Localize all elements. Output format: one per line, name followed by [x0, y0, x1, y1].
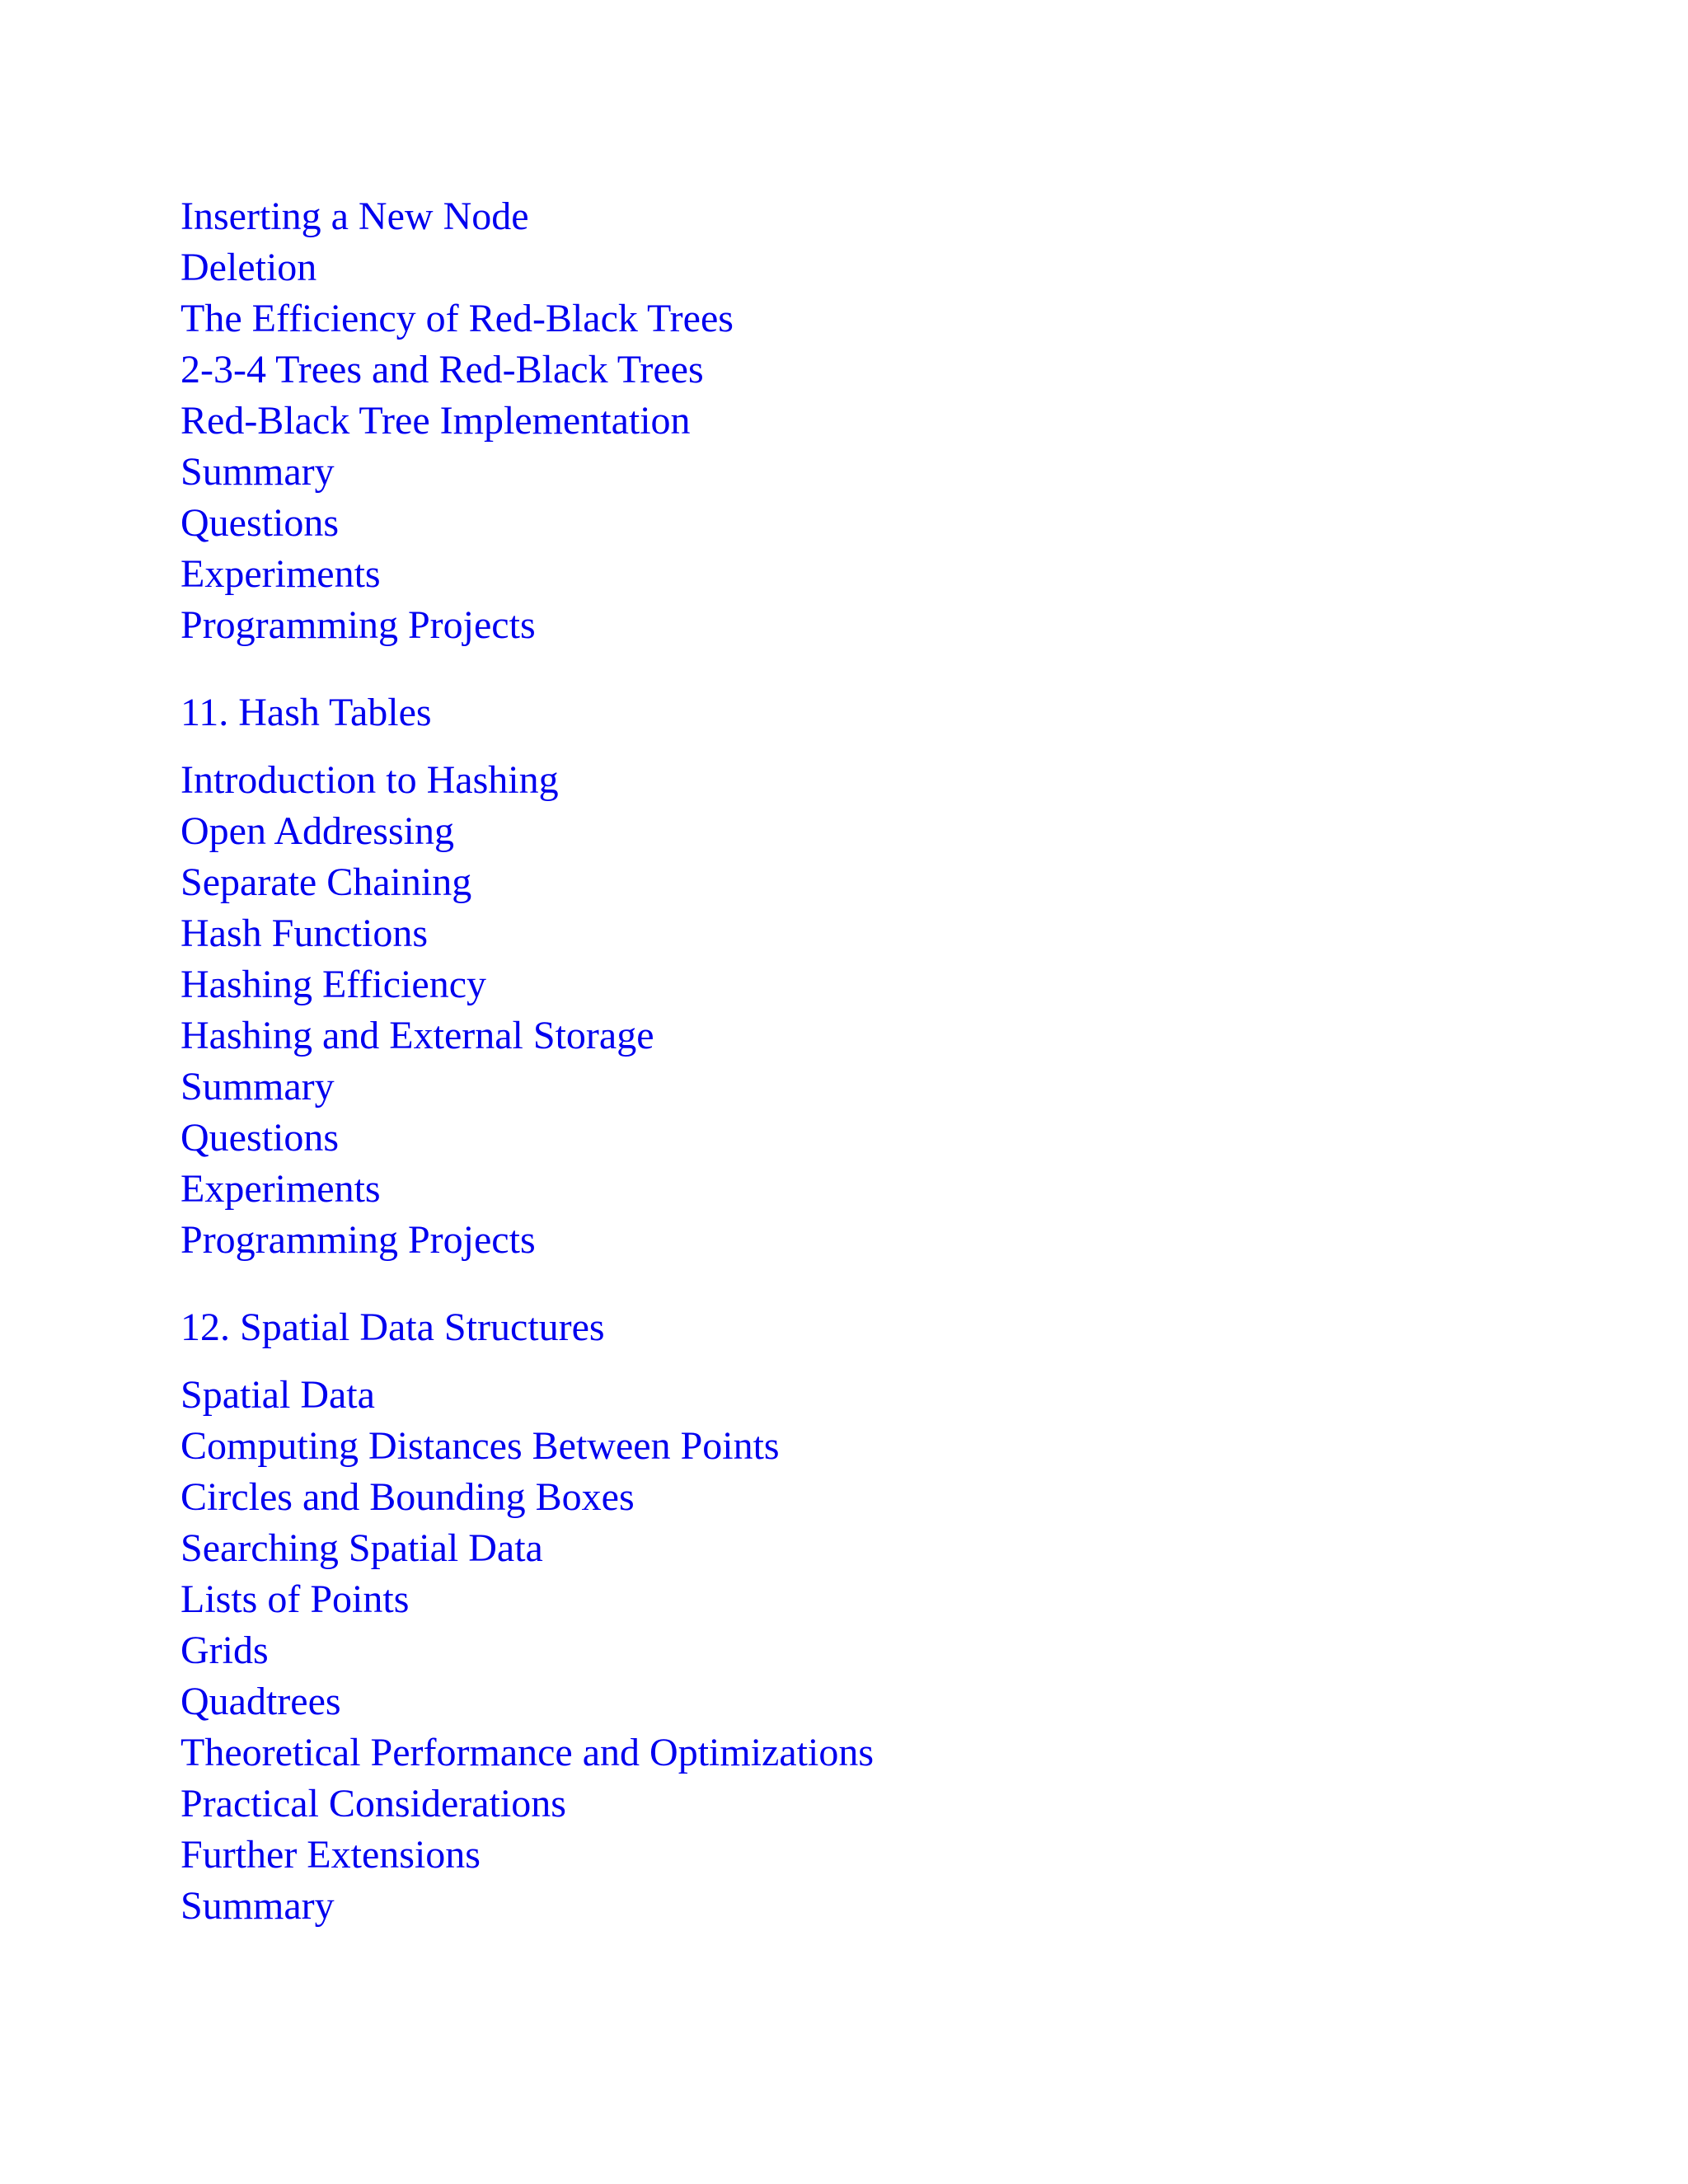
toc-link-hashing-and-external-storage[interactable]: Hashing and External Storage [181, 1014, 654, 1057]
toc-link-theoretical-performance-and-optimizations[interactable]: Theoretical Performance and Optimizations [181, 1731, 874, 1774]
toc-link-experiments[interactable]: Experiments [181, 552, 381, 596]
toc-link-red-black-tree-implementation[interactable]: Red-Black Tree Implementation [181, 399, 691, 443]
toc-link-summary[interactable]: Summary [181, 450, 335, 494]
toc-link-computing-distances-between-points[interactable]: Computing Distances Between Points [181, 1424, 780, 1468]
chapter-11-section [181, 687, 1664, 1266]
toc-link-introduction-to-hashing[interactable]: Introduction to Hashing [181, 758, 559, 802]
chapter-heading-hash-tables[interactable]: 11. Hash Tables [181, 691, 432, 734]
toc-link-searching-spatial-data[interactable]: Searching Spatial Data [181, 1526, 543, 1570]
chapter-heading-spatial-data-structures[interactable]: 12. Spatial Data Structures [181, 1305, 605, 1349]
toc-link-2-3-4-trees-and-red-black-trees[interactable]: 2-3-4 Trees and Red-Black Trees [181, 348, 704, 391]
toc-link-efficiency-of-red-black-trees[interactable]: The Efficiency of Red-Black Trees [181, 297, 734, 340]
toc-link-grids[interactable]: Grids [181, 1629, 269, 1672]
toc-link-summary[interactable]: Summary [181, 1065, 335, 1108]
toc-link-quadtrees[interactable]: Quadtrees [181, 1680, 341, 1723]
toc-link-hash-functions[interactable]: Hash Functions [181, 912, 428, 955]
toc-link-hashing-efficiency[interactable]: Hashing Efficiency [181, 963, 486, 1006]
toc-link-questions[interactable]: Questions [181, 501, 339, 545]
toc-link-circles-and-bounding-boxes[interactable]: Circles and Bounding Boxes [181, 1475, 635, 1519]
toc-link-summary[interactable]: Summary [181, 1884, 335, 1928]
toc-link-deletion[interactable]: Deletion [181, 246, 317, 289]
toc-link-separate-chaining[interactable]: Separate Chaining [181, 860, 472, 904]
toc-link-questions[interactable]: Questions [181, 1116, 339, 1160]
toc-link-programming-projects[interactable]: Programming Projects [181, 1218, 536, 1262]
toc-link-experiments[interactable]: Experiments [181, 1167, 381, 1211]
toc-link-inserting-a-new-node[interactable]: Inserting a New Node [181, 194, 529, 238]
chapter-10-section [181, 191, 1664, 651]
toc-link-programming-projects[interactable]: Programming Projects [181, 603, 536, 647]
chapter-12-section [181, 1302, 1664, 1932]
toc-link-practical-considerations[interactable]: Practical Considerations [181, 1782, 566, 1825]
table-of-contents [181, 191, 1664, 1932]
toc-link-spatial-data[interactable]: Spatial Data [181, 1373, 375, 1417]
toc-link-open-addressing[interactable]: Open Addressing [181, 809, 454, 853]
toc-link-further-extensions[interactable]: Further Extensions [181, 1833, 481, 1877]
toc-link-lists-of-points[interactable]: Lists of Points [181, 1577, 410, 1621]
